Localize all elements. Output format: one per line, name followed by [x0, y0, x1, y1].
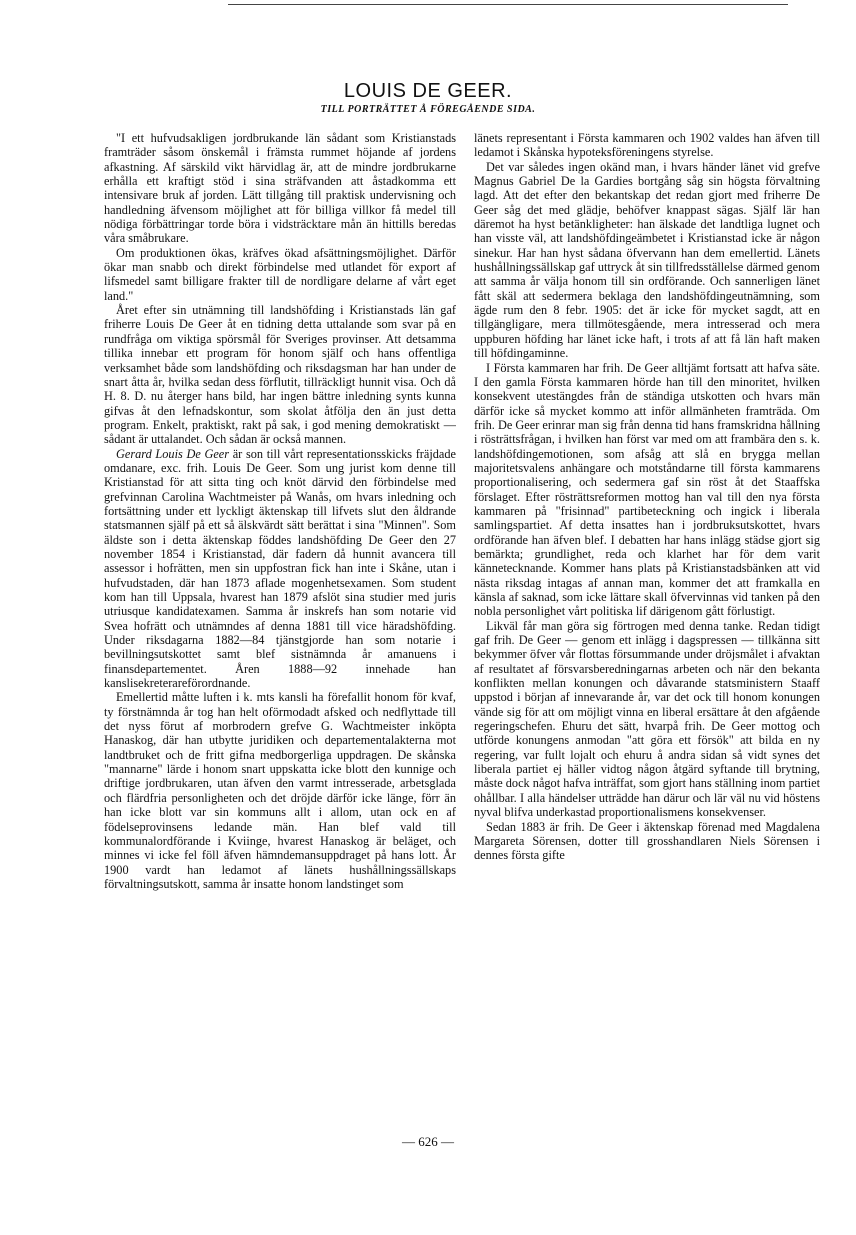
paragraph: "I ett hufvudsakligen jordbrukande län sådant som Kristianstads framträder såsom önskemål i främsta rummet höjande af jordens afkastning. Af särskild vikt härvidlag är, att de mindre jordbrukarne erhålla ett kraftigt stöd i sina sträfvanden att åstadkomma ett intensivare bruk af jorden. Lätt tillgång till praktisk undervisning och handledning äfvensom möjlighet att för billiga villkor få medel till nödiga förbättringar torde böra i vidsträcktare mån än hittills beredas våra småbrukare.: [104, 131, 456, 246]
article-subtitle: TILL PORTRÄTTET Å FÖREGÅENDE SIDA.: [320, 104, 536, 115]
paragraph: Sedan 1883 är frih. De Geer i äktenskap förenad med Magdalena Margareta Sörensen, dotter till grosshandlaren Niels Sörensen i dennes första gifte: [474, 819, 820, 863]
person-name: Gerard Louis De Geer: [116, 446, 230, 461]
paragraph: länets representant i Första kammaren och 1902 valdes han äfven till ledamot i Skånska hypoteksföreningens styrelse.: [474, 131, 820, 160]
page-number: — 626 —: [402, 1134, 454, 1149]
paragraph-text: är son till vårt representationsskicks fräjdade omdanare, exc. frih. Louis De Geer. Som ung jurist kom denne till Kristianstad för att sitta ting och knöt därvid den förbindelse med grefvinnan Carolina Wachtmeister på Wanås, om hvars inledning och fortsättning under ett lyckligt äktenskap till lifvets slut den åldrande statsmannen själf på ett så älskvärdt sätt berättat i sina "Minnen". Som äldste son i detta äktenskap föddes landshöfding De Geer den 27 november 1854 i Kristianstad, där fadern då hunnit avancera till assessor i hofrätten, men sin uppfostran fick han inte i Skåne, utan i hufvudstaden, där han 1873 aflade mogenhetsexamen. Som student kom han till Uppsala, hvarest han 1879 afslöt sina studier med juris utriusque kandidatexamen. Samma år inskrefs han som notarie vid Svea hofrätt och utnämndes af denna 1881 till vice häradshöfding. Under riksdagarna 1882—84 tjänstgjorde han som notarie i bevillningsutskottet samt blef sistnämnda år amanuens i finansdepartementet. Åren 1888—92 innehade han kanslisekreterareförordnande.: [104, 446, 456, 691]
paragraph: I Första kammaren har frih. De Geer alltjämt fortsatt att hafva säte. I den gamla Första kammaren hörde han till den minoritet, hvilken konsekvent utestängdes från de ständiga utskotten och hvars män därför icke så mycket kommo att inför allmänheten framträda. Om frih. De Geer erinrar man sig från denna tid hans framskridna hållning i rösträttsfrågan, i hvilken han först var med om att frambära den s. k. landshöfdingemotionen, som afsåg att slå en brygga mellan majoritetsvalens anhängare och motståndarne till första kammarens proportionalisering, och sedermera gaf sin röst åt det Staaffska förslaget. Efter rösträttsreformen mottog han val till den nya första kammaren på "frisinnad" partibeteckning och ingick i liberala samlingspartiet. Af detta insattes han i jordbruksutskottet, hvars ordförande han äfven blef. I debatten har hans inlägg städse gjort sig bemärkta; grundlighet, reda och klarhet har för dem varit kännetecknande. Kommer hans plats på Kristianstadsbänken att vid nästa riksdag intagas af annan man, kommer det att framkalla en känsla af saknad, som icke lättare skall öfvervinnas vid tanken på den nobla personlighet vårt politiska lif därigenom gått förlustigt.: [474, 360, 820, 619]
paragraph: Det var således ingen okänd man, i hvars händer länet vid grefve Magnus Gabriel De la Gardies bortgång såg sin högsta förvaltning lagd. Att det efter den bekantskap det redan gjort med friherre De Geer såg det med glädje, behöfver knappast sägas. Själf lär han däremot ha hyst betänkligheter: han älskade det landtliga lugnet och han visste väl, att landshöfdingeämbetet i Kristianstad icke är någon sinekur. Har han hyst sådana öfvervann han dem emellertid. Länets hushållningssällskap gaf uttryck åt sin tillfredsställelse därmed genom att samma år välja honom till sin ordförande. Och sannerligen länet fått skäl att sedermera beklaga den landshöfdingeutnämning, som ägde rum den 8 febr. 1905: det är icke för mycket sagdt, att en tillgängligare, mera tillmötesgående, mera intresserad och mera uppburen höfding har länet icke haft, i trots af att få län haft maken till höfdingaminne.: [474, 159, 820, 361]
paragraph: Likväl får man göra sig förtrogen med denna tanke. Redan tidigt gaf frih. De Geer — genom ett inlägg i dagspressen — tillkänna sitt bekymmer öfver vår flottas försummande under dröjsmålet i afvaktan af resultatet af försvarsberedningarnas arbeten och när den bekanta konflikten mellan konungen och dåvarande statsministern Staaff uppstod i början af innevarande år, var det ock till honom konungen vände sig för att om möjligt vinna en liberal ersättare åt den afgående regeringschefen. Ehuru det sätt, hvarpå frih. De Geer mottog och utförde konungens anmodan "att göra ett försök" att bilda en ny regering, var fullt lojalt och ehuru å andra sidan så vidt synes det liberala partiet ej häller vidtog någon åtgärd syftande till brytning, måste dock något hafva inträffat, som gjort hans ställning inom partiet ohållbar. I alla händelser utträdde han därur och lär väl nu vid höstens nyval blifva underkastad proportionalismens konsekvenser.: [474, 618, 820, 820]
left-column: [104, 131, 456, 1111]
paragraph: Om produktionen ökas, kräfves ökad afsättningsmöjlighet. Därför ökar man snabb och direkt förbindelse med utlandet för export af lifsmedel samt billigare frakter till de nordligare delarne af vårt eget land.": [104, 245, 456, 303]
article-title: LOUIS DE GEER.: [343, 80, 513, 102]
paragraph: Året efter sin utnämning till landshöfding i Kristianstads län gaf friherre Louis De Geer åt en tidning detta uttalande som svar på en rundfråga om viktiga spörsmål för Sveriges provinser. Att detsamma tillika innebar ett program för honom själf och hans offentliga verksamhet både som landshöfding och riksdagsman har han under de snart åtta år, hvilka sedan dess förflutit, tillräckligt hunnit visa. Och då H. 8. D. nu återger hans bild, har ingen bättre inledning synts kunna gifvas åt den lefnadskontur, som skolat åtfölja den än just detta program. Enkelt, praktiskt, rakt på sak, i god mening demokratiskt — sådant är uttalandet. Och sådan är också mannen.: [104, 303, 456, 447]
top-rule: [228, 4, 788, 5]
paragraph: [104, 447, 456, 691]
right-column: [474, 131, 820, 1111]
paragraph: Emellertid måtte luften i k. mts kansli ha förefallit honom för kvaf, ty förstnämnda år tog han helt oförmodadt afsked och nedflyttade till det nyss förut af morbrodern grefve G. Wachtmeister inköpta Hanaskog, där han utbytte juridiken och departementalakterna mot landtbruket och de fritt gifna medborgerliga uppdragen. De skånska "mannarne" lärde i honom snart uppskatta icke blott den kunnige och driftige jordbrukaren, utan äfven den varmt intresserade, arbetsglada och flärdfria personligheten och det dröjde därför icke länge, förr än han icke blott var sin kommuns allt i allom, utan ock en af födelseprovinsens ledande män. Han blef vald till kommunalordförande i Kviinge, hvarest Hanaskog är beläget, och minnes vi icke fel föll äfven hämndemansuppdraget på hans lott. År 1900 vardt han ledamot af länets hushållningssällskaps förvaltningsutskott, samma år insatte honom landstinget som: [104, 690, 456, 891]
